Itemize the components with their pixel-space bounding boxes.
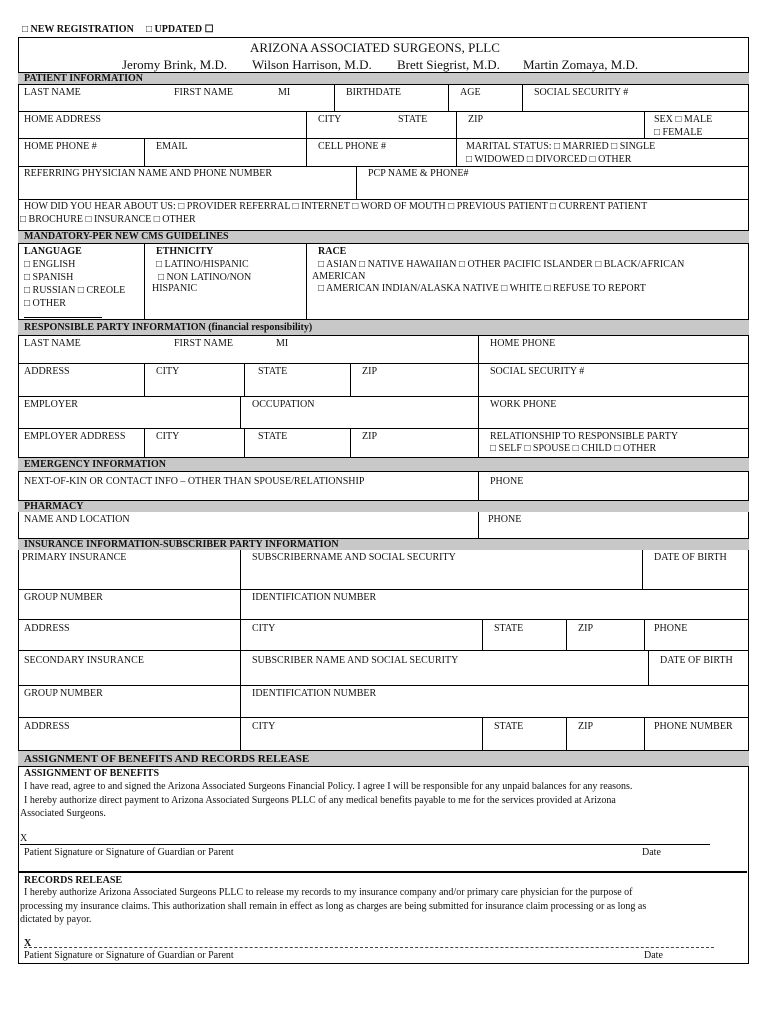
label-zip: ZIP: [362, 431, 377, 442]
label-phone: PHONE: [490, 476, 524, 487]
col-divider: [522, 84, 523, 112]
assignment-text: Associated Surgeons.: [20, 808, 106, 819]
label-group-number: GROUP NUMBER: [24, 688, 103, 699]
section-divider-thick: [18, 871, 747, 873]
row-divider: [18, 685, 749, 686]
row-divider: [18, 363, 749, 364]
col-divider: [642, 550, 643, 590]
signature-x-mark: X: [24, 938, 32, 949]
label-last-name: LAST NAME: [24, 87, 81, 98]
label-mi: MI: [276, 338, 289, 349]
label-state: STATE: [398, 114, 428, 125]
label-cell-phone: CELL PHONE #: [318, 141, 386, 152]
col-divider: [306, 111, 307, 139]
label-date: Date: [642, 847, 661, 858]
assignment-text: I have read, agree to and signed the Arizona Associated Surgeons Financial Policy. I agree I will be responsible for any unpaid balances for any reasons.: [24, 781, 633, 792]
col-divider: [244, 363, 245, 397]
col-divider: [482, 717, 483, 750]
label-identification-number: IDENTIFICATION NUMBER: [252, 688, 377, 699]
row-divider: [18, 619, 749, 620]
col-divider: [456, 138, 457, 166]
label-pcp: PCP NAME & PHONE#: [368, 168, 469, 179]
records-release-title: RECORDS RELEASE: [24, 875, 123, 886]
label-subscriber: SUBSCRIBER NAME AND SOCIAL SECURITY: [252, 655, 459, 666]
label-zip: ZIP: [578, 721, 593, 732]
row-divider: [18, 138, 749, 139]
label-state: STATE: [494, 623, 524, 634]
section-title: MANDATORY-PER NEW CMS GUIDELINES: [24, 231, 229, 242]
label-birthdate: BIRTHDATE: [346, 87, 401, 98]
practice-name: ARIZONA ASSOCIATED SURGEONS, PLLC: [250, 40, 500, 55]
referral-source-options[interactable]: HOW DID YOU HEAR ABOUT US: □ PROVIDER REFERRAL □ INTERNET □ WORD OF MOUTH □ PREVIOUS PATIENT □ CURRENT PATIENT: [24, 201, 648, 212]
form-bottom-border: [18, 963, 749, 964]
col-divider: [448, 84, 449, 112]
signature-line[interactable]: [20, 844, 710, 845]
col-divider: [456, 111, 457, 139]
records-release-text: dictated by payor.: [20, 914, 92, 925]
label-email: EMAIL: [156, 141, 188, 152]
col-divider: [240, 396, 241, 429]
race-options[interactable]: □ AMERICAN INDIAN/ALASKA NATIVE □ WHITE □ REFUSE TO REPORT: [318, 283, 646, 294]
row-divider: [18, 335, 749, 336]
row-divider: [18, 650, 749, 651]
race-options[interactable]: □ ASIAN □ NATIVE HAWAIIAN □ OTHER PACIFIC ISLANDER □ BLACK/AFRICAN: [318, 259, 685, 270]
doctor-name: Brett Siegrist, M.D.: [397, 57, 500, 72]
col-divider: [144, 138, 145, 166]
col-divider: [478, 363, 479, 397]
sex-female-checkbox[interactable]: □ FEMALE: [654, 127, 703, 138]
records-release-text: I hereby authorize Arizona Associated Surgeons PLLC to release my records to my insurance company and/or primary care physician for the purpose of: [24, 887, 633, 898]
label-employer: EMPLOYER: [24, 399, 78, 410]
ethnicity-non-latino-checkbox[interactable]: □ NON LATINO/NON: [158, 272, 252, 283]
label-patient-signature: Patient Signature or Signature of Guardian or Parent: [24, 847, 234, 858]
section-title: INSURANCE INFORMATION-SUBSCRIBER PARTY INFORMATION: [24, 539, 339, 550]
label-city: CITY: [252, 623, 276, 634]
label-subscriber: SUBSCRIBERNAME AND SOCIAL SECURITY: [252, 552, 456, 563]
label-city: CITY: [156, 431, 180, 442]
col-divider: [478, 512, 479, 538]
label-ssn: SOCIAL SECURITY #: [490, 366, 585, 377]
row-divider: [18, 199, 749, 200]
row-divider: [18, 589, 749, 590]
marital-status-options[interactable]: □ WIDOWED □ DIVORCED □ OTHER: [466, 154, 632, 165]
assignment-of-benefits-title: ASSIGNMENT OF BENEFITS: [24, 768, 160, 779]
race-title: RACE: [318, 246, 347, 257]
col-divider: [478, 335, 479, 364]
section-title: ASSIGNMENT OF BENEFITS AND RECORDS RELEASE: [24, 753, 310, 765]
col-divider: [306, 138, 307, 166]
col-divider: [644, 619, 645, 651]
label-work-phone: WORK PHONE: [490, 399, 557, 410]
ethnicity-latino-checkbox[interactable]: □ LATINO/HISPANIC: [156, 259, 249, 270]
doctor-name: Wilson Harrison, M.D.: [252, 57, 372, 72]
col-divider: [478, 471, 479, 500]
row-divider: [18, 471, 749, 472]
row-divider: [18, 717, 749, 718]
signature-x-mark: X: [20, 833, 28, 844]
col-divider: [144, 243, 145, 319]
doctor-name: Jeromy Brink, M.D.: [122, 57, 228, 72]
marital-status-options[interactable]: MARITAL STATUS: □ MARRIED □ SINGLE: [466, 141, 656, 152]
label-first-name: FIRST NAME: [174, 87, 233, 98]
label-zip: ZIP: [468, 114, 483, 125]
ethnicity-non-latino-label: HISPANIC: [152, 283, 198, 294]
col-divider: [644, 111, 645, 139]
col-divider: [144, 428, 145, 457]
row-divider: [18, 111, 749, 112]
label-address: ADDRESS: [24, 623, 70, 634]
assignment-text: I hereby authorize direct payment to Arizona Associated Surgeons PLLC of any medical benefits payable to me for the services provided at Arizona: [24, 795, 616, 806]
col-divider: [648, 650, 649, 686]
label-pharmacy-name: NAME AND LOCATION: [24, 514, 130, 525]
label-zip: ZIP: [578, 623, 593, 634]
section-header-assignment: [18, 750, 749, 766]
label-employer-address: EMPLOYER ADDRESS: [24, 431, 126, 442]
col-divider: [644, 717, 645, 750]
section-title: EMERGENCY INFORMATION: [24, 459, 166, 470]
col-divider: [350, 363, 351, 397]
ethnicity-title: ETHNICITY: [156, 246, 214, 257]
row-divider: [18, 428, 749, 429]
relationship-options[interactable]: □ SELF □ SPOUSE □ CHILD □ OTHER: [490, 443, 657, 454]
label-mi: MI: [278, 87, 291, 98]
col-divider: [334, 84, 335, 112]
label-state: STATE: [494, 721, 524, 732]
col-divider: [144, 363, 145, 397]
label-date-of-birth: DATE OF BIRTH: [660, 655, 733, 666]
label-phone: PHONE: [488, 514, 522, 525]
label-city: CITY: [318, 114, 342, 125]
label-occupation: OCCUPATION: [252, 399, 315, 410]
row-divider: [18, 396, 749, 397]
label-first-name: FIRST NAME: [174, 338, 233, 349]
col-divider: [566, 717, 567, 750]
section-header-patient: [18, 72, 749, 84]
label-date: Date: [644, 950, 663, 961]
label-patient-signature: Patient Signature or Signature of Guardian or Parent: [24, 950, 234, 961]
section-header-emergency: [18, 457, 749, 471]
section-header-insurance: [18, 538, 749, 550]
row-divider: [18, 766, 749, 767]
label-home-address: HOME ADDRESS: [24, 114, 101, 125]
section-title: PATIENT INFORMATION: [24, 73, 143, 84]
language-other-line: [24, 317, 102, 318]
col-divider: [566, 619, 567, 651]
section-header-responsible-party: [18, 319, 749, 335]
label-city: CITY: [156, 366, 180, 377]
row-divider: [18, 84, 749, 85]
label-last-name: LAST NAME: [24, 338, 81, 349]
col-divider: [478, 396, 479, 429]
col-divider: [306, 243, 307, 319]
label-identification-number: IDENTIFICATION NUMBER: [252, 592, 377, 603]
section-header-cms: [18, 230, 749, 243]
label-primary-insurance: PRIMARY INSURANCE: [22, 552, 127, 563]
language-other-checkbox[interactable]: □ OTHER: [24, 298, 66, 309]
language-spanish-checkbox[interactable]: □ SPANISH: [24, 272, 74, 283]
label-date-of-birth: DATE OF BIRTH: [654, 552, 727, 563]
sex-male-checkbox[interactable]: SEX □ MALE: [654, 114, 713, 125]
race-options: AMERICAN: [312, 271, 366, 282]
label-address: ADDRESS: [24, 366, 70, 377]
col-divider: [478, 428, 479, 457]
section-title: PHARMACY: [24, 501, 84, 512]
section-title: RESPONSIBLE PARTY INFORMATION (financial responsibility): [24, 322, 313, 333]
label-home-phone: HOME PHONE: [490, 338, 556, 349]
referral-source-options[interactable]: □ BROCHURE □ INSURANCE □ OTHER: [20, 214, 196, 225]
col-divider: [482, 619, 483, 651]
label-phone: PHONE: [654, 623, 688, 634]
label-address: ADDRESS: [24, 721, 70, 732]
label-state: STATE: [258, 431, 288, 442]
col-divider: [350, 428, 351, 457]
label-state: STATE: [258, 366, 288, 377]
section-header-pharmacy: [18, 500, 749, 512]
label-ssn: SOCIAL SECURITY #: [534, 87, 629, 98]
doctor-name: Martin Zomaya, M.D.: [523, 57, 639, 72]
header-top-rule: [18, 37, 749, 38]
label-age: AGE: [460, 87, 481, 98]
col-divider: [356, 166, 357, 199]
label-phone-number: PHONE NUMBER: [654, 721, 733, 732]
updated-checkbox[interactable]: □ UPDATED ☐: [146, 24, 214, 35]
language-title: LANGUAGE: [24, 246, 82, 257]
label-city: CITY: [252, 721, 276, 732]
language-russian-creole-checkbox[interactable]: □ RUSSIAN □ CREOLE: [24, 285, 126, 296]
language-english-checkbox[interactable]: □ ENGLISH: [24, 259, 76, 270]
label-emergency-contact: NEXT-OF-KIN OR CONTACT INFO – OTHER THAN SPOUSE/RELATIONSHIP: [24, 476, 365, 487]
label-referring-physician: REFERRING PHYSICIAN NAME AND PHONE NUMBER: [24, 168, 273, 179]
row-divider: [18, 243, 749, 244]
col-divider: [244, 428, 245, 457]
label-home-phone: HOME PHONE #: [24, 141, 97, 152]
new-registration-checkbox[interactable]: □ NEW REGISTRATION: [22, 24, 134, 35]
signature-line[interactable]: [24, 947, 714, 948]
label-relationship: RELATIONSHIP TO RESPONSIBLE PARTY: [490, 431, 679, 442]
row-divider: [18, 166, 749, 167]
label-group-number: GROUP NUMBER: [24, 592, 103, 603]
label-zip: ZIP: [362, 366, 377, 377]
label-secondary-insurance: SECONDARY INSURANCE: [24, 655, 144, 666]
records-release-text: processing my insurance claims. This authorization shall remain in effect as long as charges are being submitted for insurance claim processing or as long as: [20, 901, 647, 912]
